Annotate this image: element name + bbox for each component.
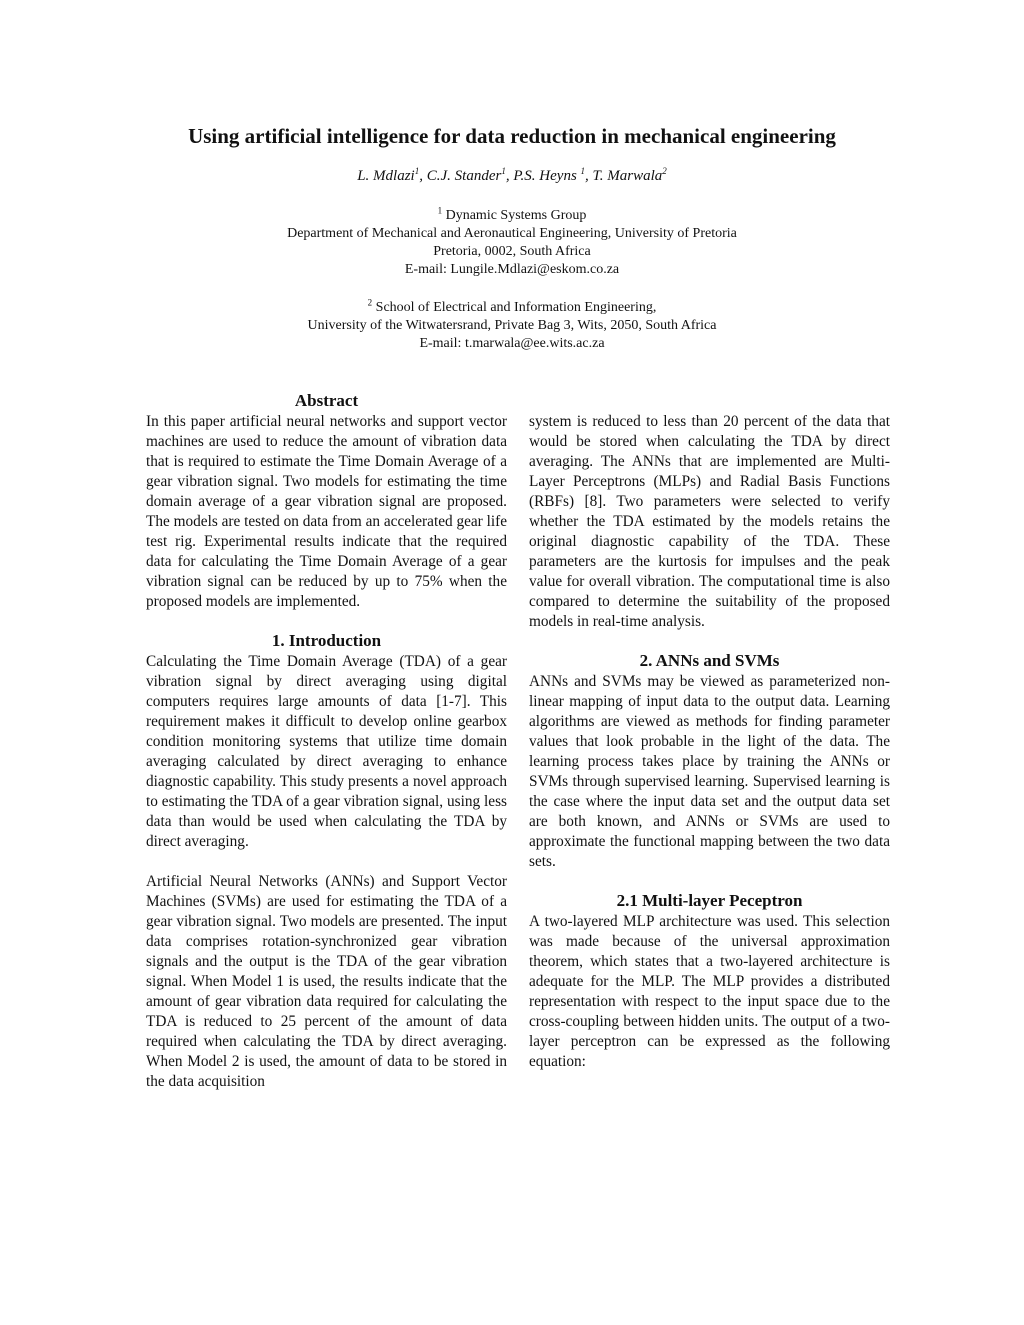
affiliation-email: E-mail: Lungile.Mdlazi@eskom.co.za bbox=[404, 262, 620, 277]
affiliation-email: E-mail: t.marwala@ee.wits.ac.za bbox=[419, 336, 605, 351]
author-separator: , bbox=[505, 168, 514, 184]
affiliation-1 bbox=[0, 207, 1024, 279]
author-name: T. Marwala bbox=[592, 168, 663, 184]
introduction-paragraph-2: Artificial Neural Networks (ANNs) and Support Vector Machines (SVMs) are used for estimating the TDA of a gear vibration signal. Two models are presented. The input data comprises rotation-synchronized gear vibration signals and the output is the TDA of the gear vibration signal. When Model 1 is used, the results indicate that the amount of gear vibration data required for calculating the TDA is reduced to 25 percent of the amount of data required when calculating the TDA by direct averaging. When Model 2 is used, the amount of data to be stored in the data acquisition bbox=[146, 873, 507, 1090]
abstract-heading: Abstract bbox=[294, 391, 359, 410]
affiliation-mark: 1 bbox=[437, 205, 443, 216]
mlp-heading: 2.1 Multi-layer Peceptron bbox=[616, 891, 803, 910]
author-separator: , bbox=[419, 168, 427, 184]
introduction-paragraph-1: Calculating the Time Domain Average (TDA) of a gear vibration signal by direct averaging using digital computers requires large amounts of data [1-7]. This requirement makes it difficult to develop online gearbox condition monitoring systems that utilize time domain averaging calculated by direct averaging to enhance diagnostic capability. This study presents a novel approach to estimating the TDA of a gear vibration signal, using less data than would be used when calculating the TDA by direct averaging. bbox=[146, 653, 507, 850]
introduction-paragraph-2-continued: system is reduced to less than 20 percent of the data that would be stored when calculating the TDA by direct averaging. The ANNs that are implemented are Multi-Layer Perceptrons (MLPs) and Radial Basis Functions (RBFs) [8]. Two parameters were selected to verify whether the TDA estimated by the models retains the original diagnostic capability of the TDA. These parameters are the kurtosis for impulses and the peak value for overall vibration. The computational time is also compared to determine the suitability of the proposed models in real-time analysis. bbox=[529, 413, 890, 630]
right-column bbox=[529, 412, 890, 1072]
author-affiliation-mark: 2 bbox=[662, 166, 667, 176]
abstract-text: In this paper artificial neural networks and support vector machines are used to reduce the amount of vibration data that is required to estimate the Time Domain Average of a gear vibration signal. Two models for estimating the time domain average of a gear vibration signal are proposed. The models are tested on data from an accelerated gear life test rig. Experimental results indicate that the required data for calculating the Time Domain Average of a gear vibration signal can be reduced by up to 75% when the proposed models are implemented. bbox=[146, 413, 507, 610]
anns-svms-text: ANNs and SVMs may be viewed as parameterized non-linear mapping of input data to the output data. Learning algorithms are viewed as methods for finding parameter values that look probable in the light of the data. The learning process takes place by training the ANNs or SVMs through supervised learning. Supervised learning is the case where the input data set and the output data set are both known, and ANNs or SVMs are used to approximate the functional mapping between the two data sets. bbox=[529, 673, 890, 870]
author-affiliation-mark: 1 bbox=[580, 166, 586, 176]
author-name: C.J. Stander bbox=[426, 168, 502, 184]
introduction-heading: 1. Introduction bbox=[271, 631, 382, 650]
affiliation-mark: 2 bbox=[367, 297, 373, 308]
left-column bbox=[146, 390, 507, 1092]
affiliation-group: Dynamic Systems Group bbox=[442, 208, 587, 223]
affiliation-school: School of Electrical and Information Engineering, bbox=[372, 300, 657, 315]
anns-svms-heading: 2. ANNs and SVMs bbox=[639, 651, 780, 670]
paper-title: Using artificial intelligence for data reduction in mechanical engineering bbox=[188, 124, 836, 148]
author-list bbox=[0, 168, 1024, 185]
author-name: P.S. Heyns bbox=[513, 168, 581, 184]
mlp-text: A two-layered MLP architecture was used. This selection was made because of the universal approximation theorem, which states that a two-layered architecture is adequate for the MLP. The MLP provides a distributed representation with respect to the input space due to the cross-coupling between hidden units. The output of a two-layer perceptron can be expressed as the following equation: bbox=[529, 913, 890, 1070]
affiliation-department: Department of Mechanical and Aeronautical Engineering, University of Pretoria bbox=[287, 226, 737, 241]
affiliation-address: Pretoria, 0002, South Africa bbox=[433, 244, 591, 259]
author-separator: , bbox=[585, 168, 593, 184]
author-name: L. Mdlazi bbox=[357, 168, 415, 184]
affiliation-2 bbox=[0, 299, 1024, 353]
author-affiliation-mark: 1 bbox=[501, 166, 506, 176]
author-affiliation-mark: 1 bbox=[414, 166, 420, 176]
affiliation-university: University of the Witwatersrand, Private Bag 3, Wits, 2050, South Africa bbox=[307, 318, 717, 333]
